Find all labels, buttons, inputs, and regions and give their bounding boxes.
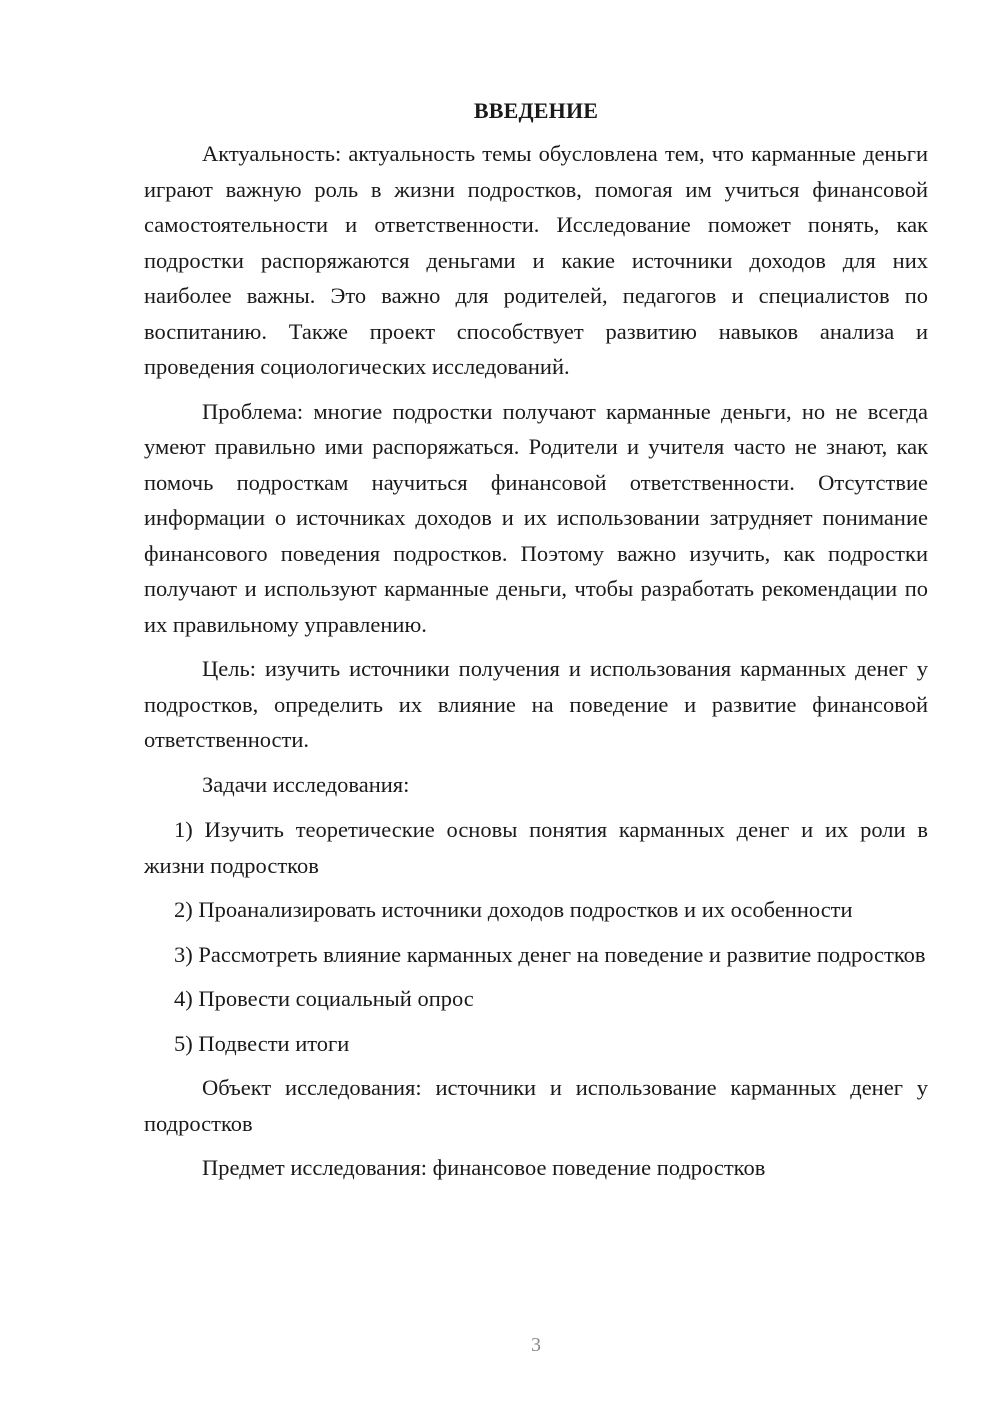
list-item-task-4: 4) Провести социальный опрос (174, 986, 474, 1011)
paragraph-subject: Предмет исследования: финансовое поведение подростков (202, 1155, 766, 1180)
document-page (144, 96, 928, 1195)
list-item-task-1: 1) Изучить теоретические основы понятия карманных денег и их роли в жизни подростков (144, 817, 928, 878)
paragraph-relevance: Актуальность: актуальность темы обусловлена тем, что карманные деньги играют важную роль в жизни подростков, помогая им учиться финансовой самостоятельности и ответственности. Исследование поможет понять, как подростки распоряжаются деньгами и какие источники доходов для них наиболее важны. Это важно для родителей, педагогов и специалистов по воспитанию. Также проект способствует развитию навыков анализа и проведения социологических исследований. (144, 141, 928, 379)
paragraph-object: Объект исследования: источники и использование карманных денег у подростков (144, 1075, 928, 1136)
list-item-task-3: 3) Рассмотреть влияние карманных денег на поведение и развитие подростков (174, 941, 926, 967)
list-item-task-2: 2) Проанализировать источники доходов подростков и их особенности (174, 897, 853, 922)
section-title: ВВЕДЕНИЕ (473, 98, 599, 123)
paragraph-goal: Цель: изучить источники получения и использования карманных денег у подростков, определить их влияние на поведение и развитие финансовой ответственности. (144, 656, 928, 752)
page-number: 3 (531, 1334, 541, 1356)
paragraph-tasks-heading: Задачи исследования: (202, 771, 410, 797)
list-item-task-5: 5) Подвести итоги (174, 1030, 350, 1056)
paragraph-problem: Проблема: многие подростки получают карманные деньги, но не всегда умеют правильно ими распоряжаться. Родители и учителя часто не знают, как помочь подросткам научиться финансовой ответственности. Отсутствие информации о источниках доходов и их использовании затрудняет понимание финансового поведения подростков. Поэтому важно изучить, как подростки получают и используют карманные деньги, чтобы разработать рекомендации по их правильному управлению. (144, 398, 928, 637)
